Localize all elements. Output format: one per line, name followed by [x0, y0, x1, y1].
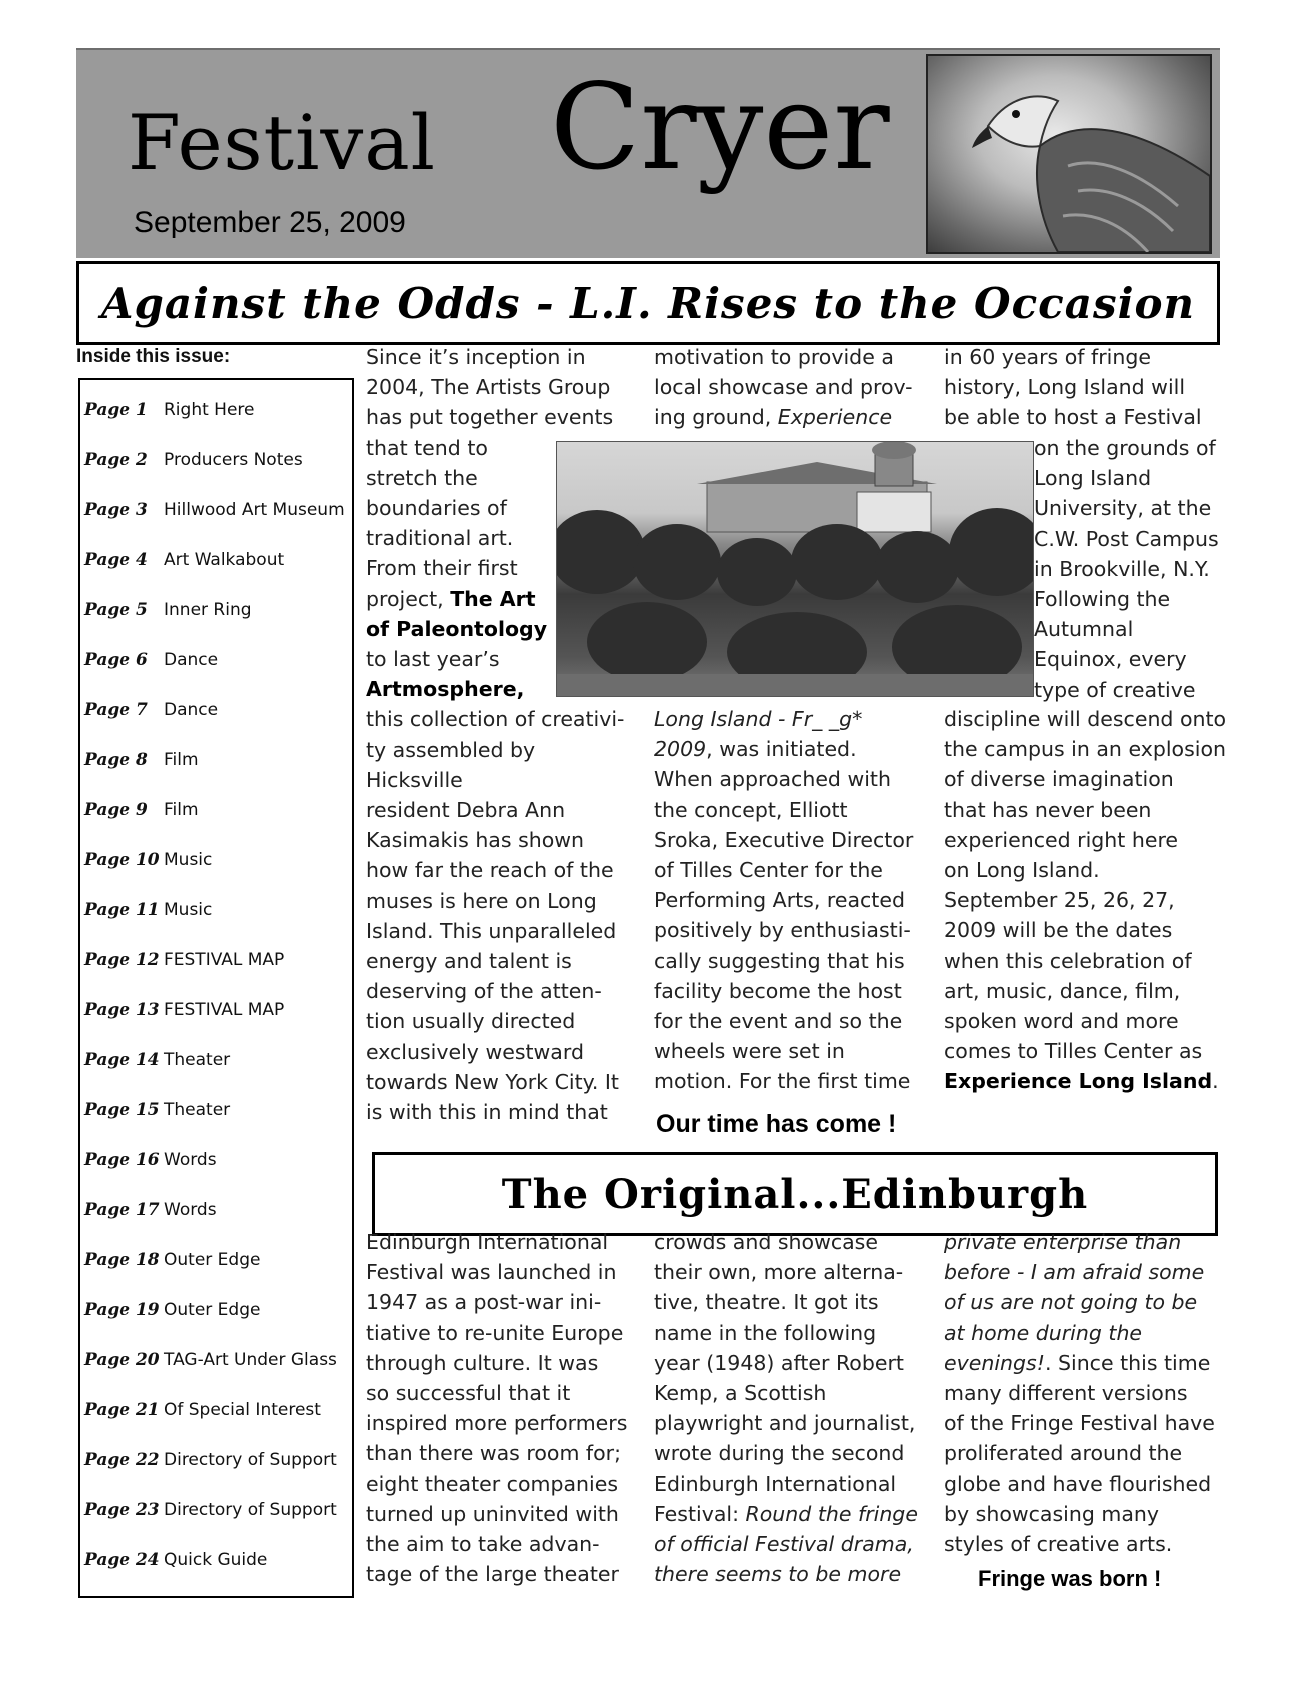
project-title-art: The Art	[450, 586, 536, 611]
body-line: Edinburgh International	[366, 1230, 609, 1254]
body-line: for the event and so the	[654, 1009, 903, 1034]
toc-item[interactable]	[84, 1040, 230, 1080]
body-line: this collection of creativi-	[366, 707, 625, 732]
toc-page-number: Page 24	[84, 1550, 160, 1570]
body-line: styles of creative arts.	[944, 1532, 1173, 1557]
body-line: turned up uninvited with	[366, 1501, 619, 1526]
body-line: is with this in mind that	[366, 1100, 608, 1125]
article-2-column-2	[654, 1227, 934, 1589]
body-text: Festival:	[654, 1501, 746, 1526]
project-title-artmosphere: Artmosphere,	[366, 677, 525, 702]
body-line: Island. This unparalleled	[366, 918, 617, 943]
body-text: ing ground,	[654, 405, 778, 430]
toc-page-title: Directory of Support	[164, 1450, 337, 1470]
toc-page-number: Page 22	[84, 1450, 160, 1470]
festival-name-italic: Experience	[777, 405, 893, 430]
body-line: Following the	[1034, 587, 1171, 612]
body-line: University, at the	[1034, 496, 1212, 521]
festival-name-italic: Long Island - Fr_ _g*	[654, 707, 863, 731]
body-line: tage of the large theater	[366, 1562, 619, 1587]
body-line: in Brookville, N.Y.	[1034, 556, 1210, 581]
quote-italic: before - I am afraid some	[944, 1260, 1205, 1285]
toc-item[interactable]	[84, 1490, 337, 1530]
toc-page-title: Music	[164, 900, 213, 920]
project-title-paleontology: of Paleontology	[366, 616, 548, 641]
toc-item[interactable]	[84, 590, 252, 630]
toc-item[interactable]	[84, 440, 303, 480]
body-line	[654, 734, 926, 764]
body-line: C.W. Post Campus	[1034, 526, 1219, 551]
quote-italic: private enterprise than	[944, 1230, 1182, 1254]
body-line: to last year’s	[366, 647, 500, 672]
toc-page-number: Page 17	[84, 1200, 160, 1220]
body-line: Sroka, Executive Director	[654, 827, 914, 852]
body-line: positively by enthusiasti-	[654, 918, 911, 943]
body-line: experienced right here	[944, 827, 1179, 852]
toc-page-number: Page 15	[84, 1100, 160, 1120]
body-line	[366, 674, 636, 704]
body-line: boundaries of	[366, 496, 507, 521]
toc-item[interactable]	[84, 1540, 267, 1580]
quote-italic: Round the fringe	[745, 1501, 918, 1526]
body-line	[944, 1257, 1234, 1287]
body-line: playwright and journalist,	[654, 1411, 916, 1436]
body-line: eight theater companies	[366, 1471, 619, 1496]
body-line: of Tilles Center for the	[654, 858, 883, 883]
quote-italic: evenings!	[944, 1350, 1045, 1375]
body-line: globe and have flourished	[944, 1471, 1212, 1496]
body-line: spoken word and more	[944, 1009, 1179, 1034]
body-line: many different versions	[944, 1381, 1188, 1406]
body-line: ty assembled by Hicksville	[366, 737, 536, 792]
article-1-column-2	[654, 704, 926, 1097]
body-line	[654, 1499, 934, 1529]
body-line: has put together events	[366, 405, 614, 430]
body-line: of diverse imagination	[944, 767, 1174, 792]
body-line: towards New York City. It	[366, 1069, 619, 1094]
body-line: the campus in an explosion	[944, 737, 1226, 762]
body-line: muses is here on Long	[366, 888, 597, 913]
body-line: local showcase and prov-	[654, 375, 913, 400]
toc-page-number: Page 11	[84, 900, 160, 920]
body-line: through culture. It was	[366, 1350, 599, 1375]
article-1-column-3	[944, 704, 1234, 1097]
toc-page-title: Right Here	[164, 400, 255, 420]
body-line: Kasimakis has shown	[366, 828, 585, 853]
toc-page-number: Page 19	[84, 1300, 160, 1320]
table-of-contents	[78, 378, 354, 1598]
festival-year-italic: 2009	[654, 737, 707, 762]
toc-page-title: Art Walkabout	[164, 550, 285, 570]
toc-item[interactable]	[84, 1390, 321, 1430]
body-line	[944, 1318, 1234, 1348]
body-line: the aim to take advan-	[366, 1532, 600, 1557]
toc-page-number: Page 3	[84, 500, 148, 520]
body-line: inspired more performers	[366, 1411, 628, 1436]
toc-page-title: Dance	[164, 650, 219, 670]
body-line: the concept, Elliott	[654, 797, 848, 822]
toc-item[interactable]	[84, 1190, 217, 1230]
body-line: name in the following	[654, 1320, 877, 1345]
body-line: energy and talent is	[366, 949, 572, 974]
toc-page-number: Page 1	[84, 400, 148, 420]
body-line: From their first	[366, 556, 518, 581]
quote-italic: at home during the	[944, 1320, 1143, 1345]
toc-page-number: Page 16	[84, 1150, 160, 1170]
body-line: in 60 years of fringe	[944, 345, 1151, 369]
body-line: history, Long Island will	[944, 375, 1186, 400]
osprey-illustration	[928, 56, 1210, 252]
body-line: on the grounds of	[1034, 436, 1216, 460]
body-line: When approached with	[654, 767, 891, 792]
toc-item[interactable]	[84, 890, 212, 930]
tagline: Our time has come !	[656, 1110, 897, 1138]
toc-page-number: Page 4	[84, 550, 148, 570]
toc-item[interactable]	[84, 1090, 230, 1130]
toc-page-title: Inner Ring	[164, 600, 252, 620]
body-line: exclusively westward	[366, 1039, 584, 1064]
body-line: when this celebration of	[944, 948, 1192, 973]
body-line: crowds and showcase	[654, 1230, 878, 1254]
toc-page-number: Page 9	[84, 800, 148, 820]
body-line: that has never been	[944, 797, 1152, 822]
body-line: Equinox, every	[1034, 647, 1187, 672]
body-line: facility become the host	[654, 978, 902, 1003]
body-line: by showcasing many	[944, 1501, 1160, 1526]
toc-page-number: Page 8	[84, 750, 148, 770]
closing-line: Fringe was born !	[978, 1566, 1162, 1591]
toc-page-number: Page 12	[84, 950, 160, 970]
toc-page-title: Theater	[164, 1050, 231, 1070]
toc-page-title: Music	[164, 850, 213, 870]
body-line: wrote during the second	[654, 1441, 905, 1466]
body-line: than there was room for;	[366, 1441, 622, 1466]
toc-page-title: TAG-Art Under Glass	[164, 1350, 337, 1370]
toc-page-title: FESTIVAL MAP	[164, 1000, 285, 1020]
body-line: Edinburgh International	[654, 1471, 897, 1496]
body-line: deserving of the atten-	[366, 979, 602, 1004]
toc-page-number: Page 10	[84, 850, 160, 870]
toc-page-title: Outer Edge	[164, 1250, 261, 1270]
toc-page-title: Hillwood Art Museum	[164, 500, 345, 520]
body-line: tion usually directed	[366, 1009, 576, 1034]
toc-page-title: Theater	[164, 1100, 231, 1120]
body-line: motion. For the first time	[654, 1069, 911, 1094]
body-line: 1947 as a post-war ini-	[366, 1290, 602, 1315]
body-line	[944, 1348, 1234, 1378]
toc-item[interactable]	[84, 540, 284, 580]
toc-item[interactable]	[84, 740, 199, 780]
body-line: comes to Tilles Center as	[944, 1039, 1203, 1064]
toc-label: Inside this issue:	[76, 346, 231, 367]
toc-item[interactable]	[84, 1340, 337, 1380]
body-line: wheels were set in	[654, 1039, 845, 1064]
body-line: be able to host a Festival	[944, 405, 1202, 430]
body-line: 2009 will be the dates	[944, 918, 1173, 943]
article-1-column-3-top	[944, 342, 1234, 433]
body-line: their own, more alterna-	[654, 1260, 904, 1285]
body-line: type of creative	[1034, 677, 1196, 702]
body-line: art, music, dance, film,	[944, 978, 1181, 1003]
body-line: so successful that it	[366, 1381, 571, 1406]
body-line: Long Island	[1034, 466, 1152, 491]
quote-italic: there seems to be more	[654, 1562, 902, 1587]
body-line: on Long Island.	[944, 858, 1100, 883]
toc-page-number: Page 20	[84, 1350, 160, 1370]
article-2-column-3	[944, 1227, 1234, 1559]
toc-page-number: Page 14	[84, 1050, 160, 1070]
body-line: resident Debra Ann	[366, 798, 566, 823]
headline-against-the-odds: Against the Odds - L.I. Rises to the Occasion	[76, 261, 1220, 345]
toc-page-title: Words	[164, 1150, 217, 1170]
body-line: 2004, The Artists Group	[366, 375, 611, 400]
body-line	[366, 614, 636, 644]
toc-page-title: Film	[164, 800, 199, 820]
toc-page-title: FESTIVAL MAP	[164, 950, 285, 970]
body-text: .	[1212, 1069, 1219, 1094]
toc-item[interactable]	[84, 1290, 260, 1330]
article-1-column-1	[366, 342, 636, 1127]
toc-item[interactable]	[84, 790, 199, 830]
body-line	[944, 1227, 1234, 1257]
toc-item[interactable]	[84, 940, 284, 980]
body-text: project,	[366, 586, 451, 611]
toc-page-title: Quick Guide	[164, 1550, 268, 1570]
body-line: September 25, 26, 27,	[944, 888, 1175, 913]
body-line	[944, 1287, 1234, 1317]
toc-item[interactable]	[84, 1440, 337, 1480]
quote-italic: of official Festival drama,	[654, 1532, 914, 1557]
masthead-title-festival: Festival	[128, 98, 436, 187]
body-line: year (1948) after Robert	[654, 1350, 904, 1375]
body-line	[654, 1559, 934, 1589]
article-1-column-3-side	[1034, 433, 1234, 705]
body-line: motivation to provide a	[654, 345, 894, 369]
toc-item[interactable]	[84, 490, 345, 530]
body-line	[654, 402, 926, 432]
toc-item[interactable]	[84, 390, 255, 430]
body-line: Autumnal	[1034, 617, 1134, 642]
toc-page-title: Film	[164, 750, 199, 770]
body-line: how far the reach of the	[366, 858, 614, 883]
toc-item[interactable]	[84, 1240, 260, 1280]
body-line	[654, 1529, 934, 1559]
body-line	[654, 704, 926, 734]
body-line: traditional art.	[366, 526, 514, 551]
body-text: , was initiated.	[706, 737, 857, 762]
toc-item[interactable]	[84, 640, 218, 680]
body-text: . Since this time	[1044, 1350, 1211, 1375]
toc-page-number: Page 2	[84, 450, 148, 470]
toc-page-number: Page 23	[84, 1500, 160, 1520]
toc-page-number: Page 18	[84, 1250, 160, 1270]
body-line	[944, 1066, 1234, 1096]
toc-item[interactable]	[84, 1140, 217, 1180]
toc-page-number: Page 6	[84, 650, 148, 670]
body-line	[366, 584, 636, 614]
body-line: proliferated around the	[944, 1441, 1183, 1466]
toc-item[interactable]	[84, 990, 284, 1030]
festival-name-bold: Experience Long Island	[944, 1069, 1213, 1094]
toc-item[interactable]	[84, 690, 218, 730]
toc-page-number: Page 13	[84, 1000, 160, 1020]
body-line: Kemp, a Scottish	[654, 1381, 827, 1406]
body-line: tiative to re-unite Europe	[366, 1320, 624, 1345]
quote-italic: of us are not going to be	[944, 1290, 1198, 1315]
toc-page-title: Producers Notes	[164, 450, 303, 470]
osprey-photo	[926, 54, 1212, 254]
masthead-title-cryer: Cryer	[550, 58, 890, 196]
toc-page-title: Outer Edge	[164, 1300, 261, 1320]
body-line: that tend to	[366, 435, 488, 460]
body-line: stretch the	[366, 465, 478, 490]
toc-item[interactable]	[84, 840, 212, 880]
toc-page-title: Of Special Interest	[164, 1400, 321, 1420]
toc-page-title: Words	[164, 1200, 217, 1220]
body-line: Festival was launched in	[366, 1260, 617, 1285]
body-line: cally suggesting that his	[654, 948, 905, 973]
issue-date: September 25, 2009	[134, 206, 406, 239]
body-line: Performing Arts, reacted	[654, 888, 905, 913]
toc-page-number: Page 5	[84, 600, 148, 620]
article-1-column-2-top	[654, 342, 926, 433]
body-line: Since it’s inception in	[366, 345, 586, 369]
toc-page-number: Page 7	[84, 700, 148, 720]
body-line: of the Fringe Festival have	[944, 1411, 1215, 1436]
toc-page-number: Page 21	[84, 1400, 160, 1420]
article-2-column-1	[366, 1227, 641, 1589]
toc-page-title: Directory of Support	[164, 1500, 337, 1520]
body-line: discipline will descend onto	[944, 707, 1227, 731]
headline-original-edinburgh: The Original...Edinburgh	[372, 1152, 1218, 1236]
body-line: tive, theatre. It got its	[654, 1290, 879, 1315]
toc-page-title: Dance	[164, 700, 219, 720]
